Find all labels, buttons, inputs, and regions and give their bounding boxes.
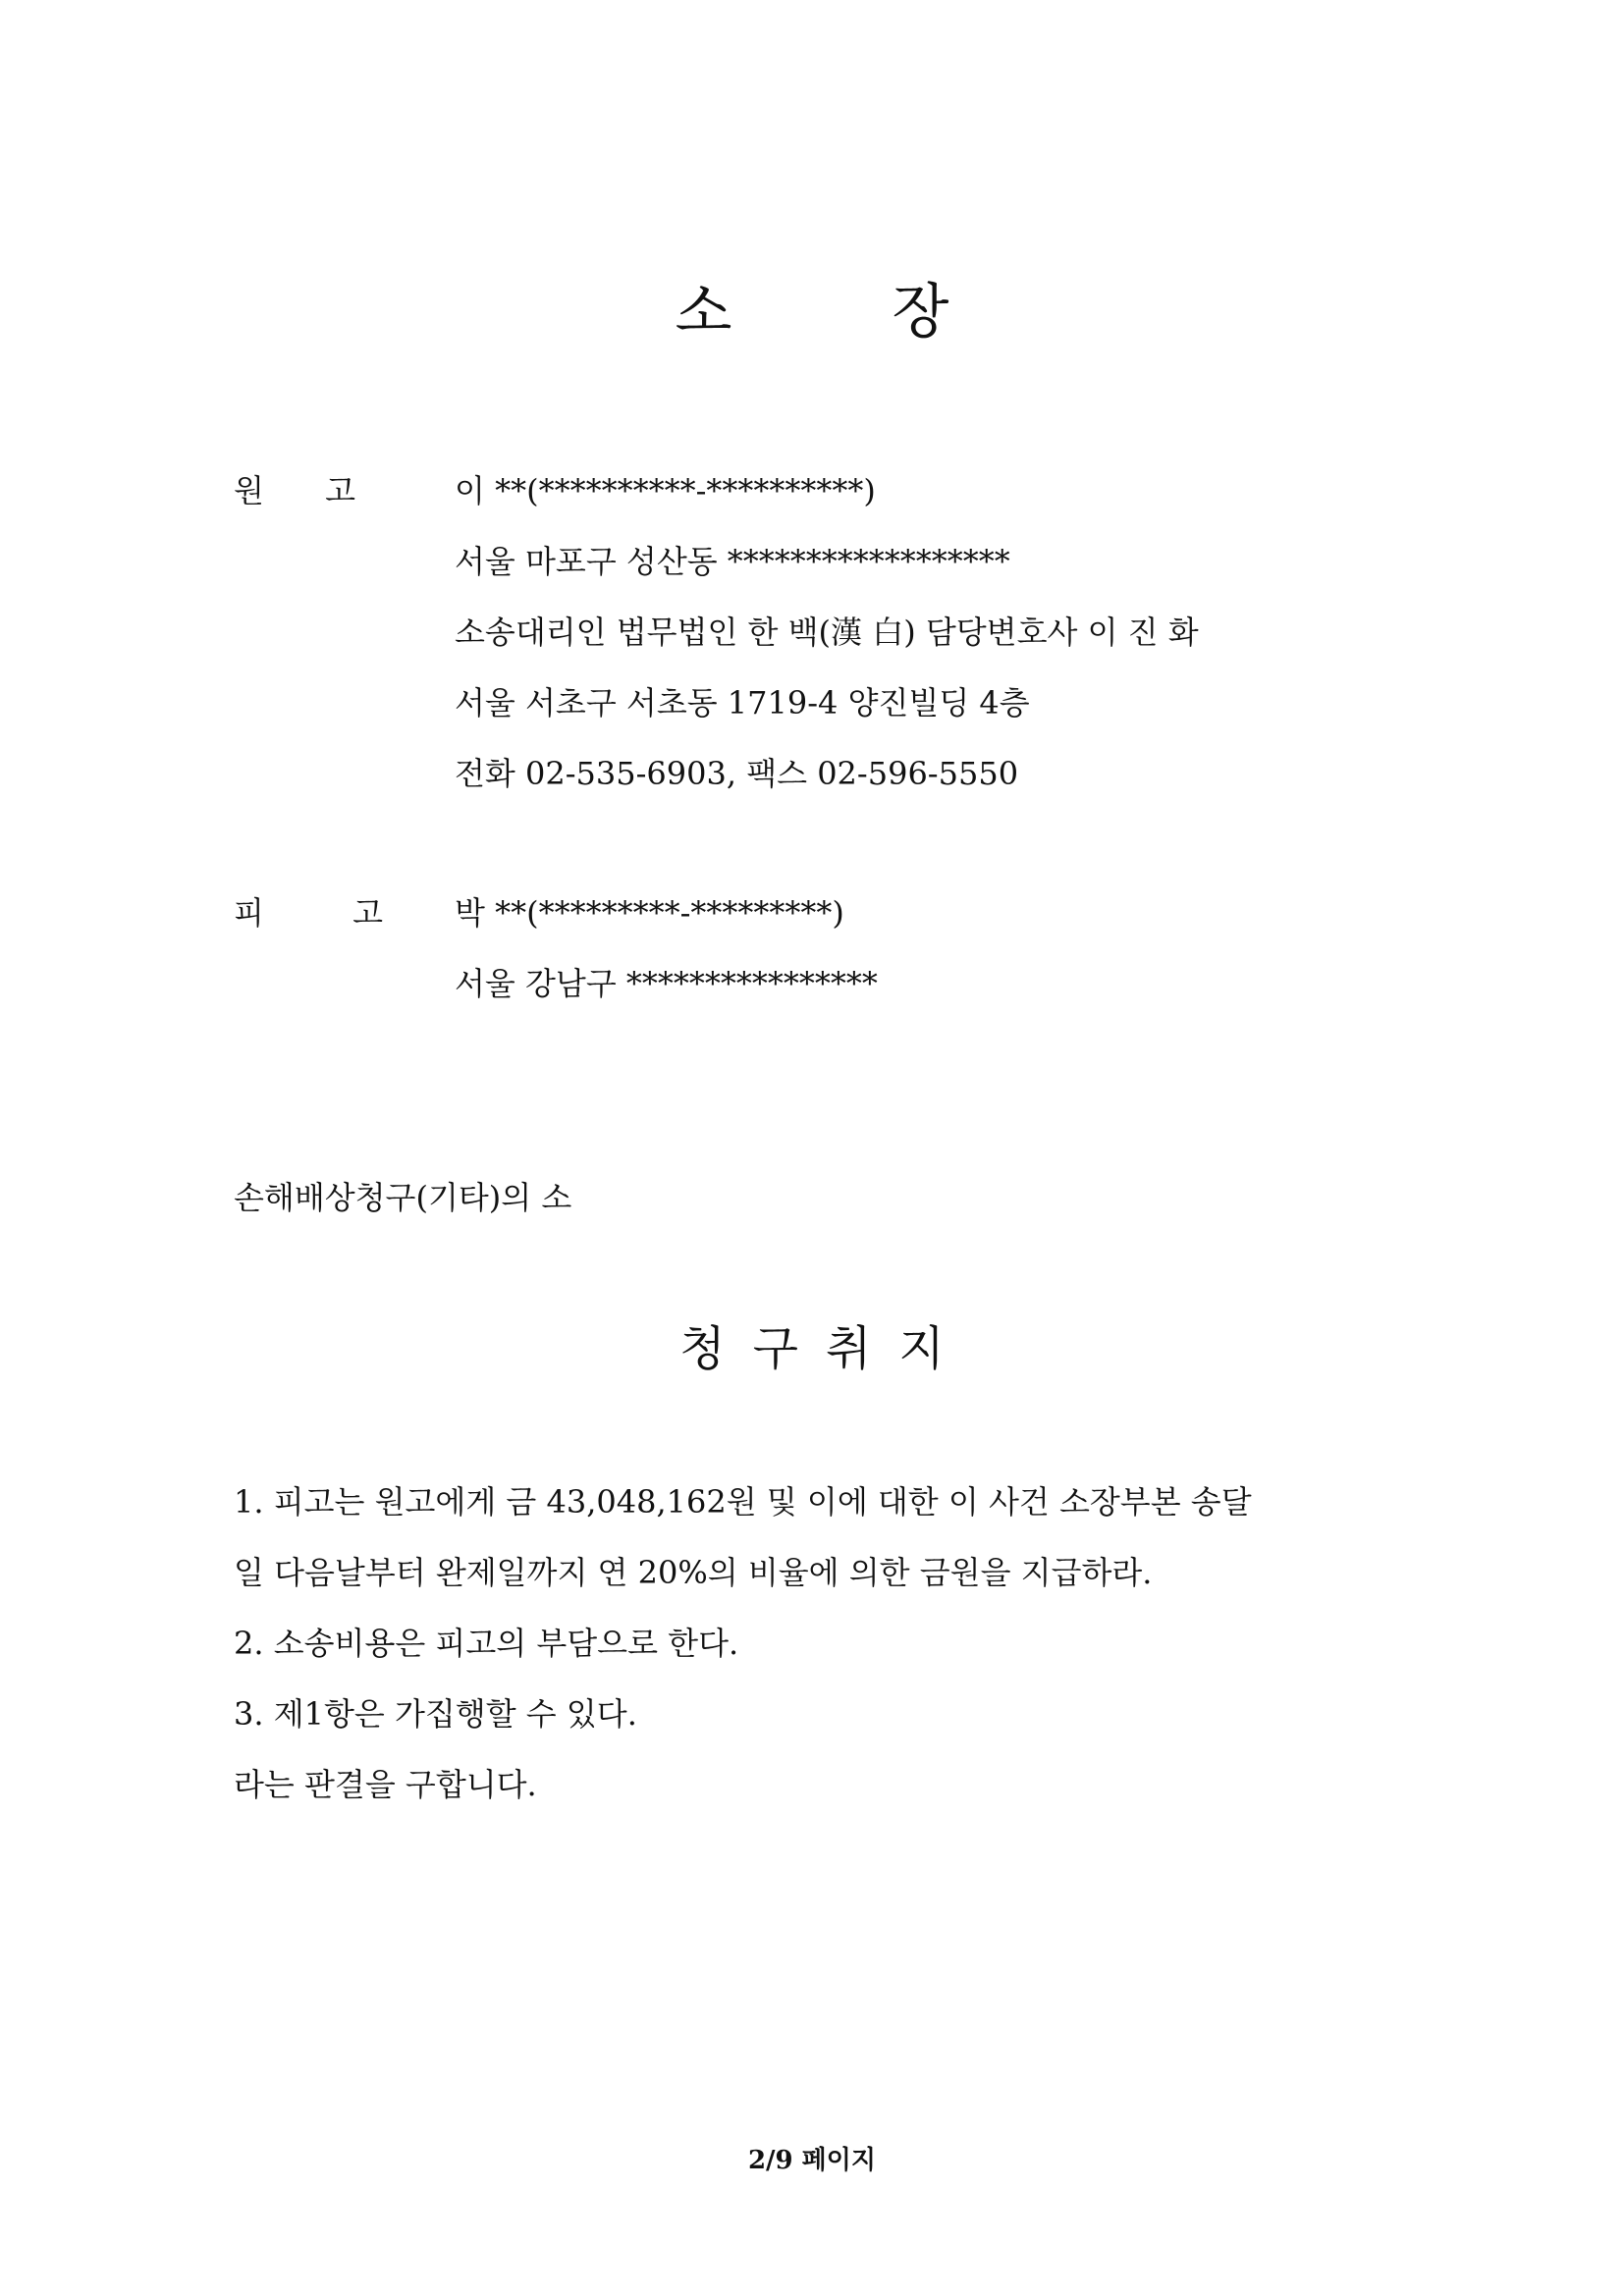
- claim-line-2: 일 다음날부터 완제일까지 연 20%의 비율에 의한 금원을 지급하라.: [234, 1554, 1153, 1591]
- attorney-address: 서울 서초구 서초동 1719-4 양진빌딩 4층: [455, 684, 1030, 721]
- defendant-label-char-1: 피: [234, 894, 264, 932]
- plaintiff-address: 서울 마포구 성산동 ******************: [455, 543, 1010, 580]
- attorney-contact: 전화 02-535-6903, 팩스 02-596-5550: [455, 755, 1019, 792]
- defendant-label-char-2: 고: [352, 894, 384, 932]
- claim-line-4: 3. 제1항은 가집행할 수 있다.: [234, 1695, 637, 1733]
- defendant-label: [234, 888, 430, 934]
- defendant-address: 서울 강남구 ****************: [455, 965, 878, 1002]
- page-number: 2/9 페이지: [747, 2146, 877, 2175]
- case-name: 손해배상청구(기타)의 소: [234, 1179, 572, 1216]
- claim-line-5: 라는 판결을 구합니다.: [234, 1766, 537, 1803]
- claim-line-3: 2. 소송비용은 피고의 부담으로 한다.: [234, 1625, 739, 1662]
- plaintiff-label-char-1: 원: [234, 472, 264, 509]
- document-title: 소 장: [675, 278, 1020, 347]
- claim-section-title: 청구취지: [679, 1321, 972, 1376]
- plaintiff-attorney: 소송대리인 법무법인 한 백(漢 白) 담당변호사 이 진 화: [455, 614, 1199, 651]
- claim-line-1: 1. 피고는 원고에게 금 43,048,162원 및 이에 대한 이 사건 소장부본 송달: [234, 1483, 1252, 1521]
- plaintiff-name: 이 **(**********-**********): [455, 472, 876, 509]
- plaintiff-label-char-2: 고: [325, 472, 356, 509]
- plaintiff-label: [234, 466, 430, 511]
- defendant-name: 박 **(*********-*********): [455, 894, 844, 932]
